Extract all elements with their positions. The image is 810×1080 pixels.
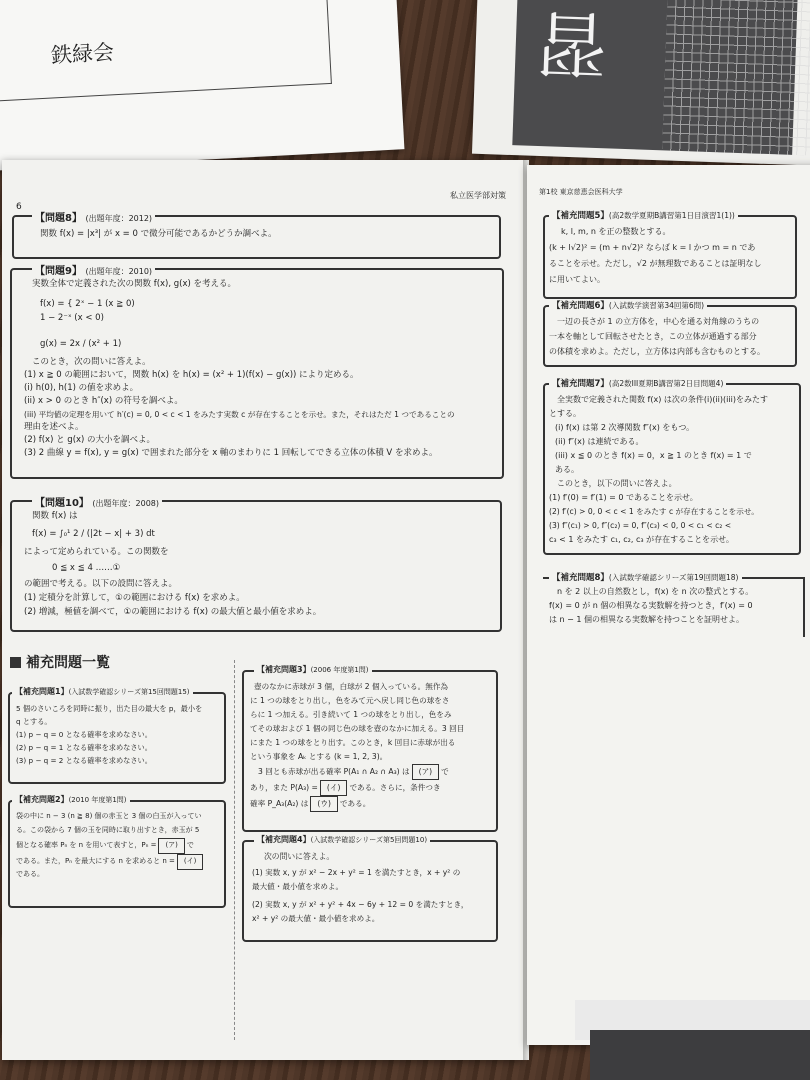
supplementary-4-line: (2) 実数 x, y が x² + y² + 4x − 6y + 12 = 0 を満たすとき， [252,900,469,909]
left-page [2,160,525,1060]
supplementary-5-line: k, l, m, n を正の整数とする。 [561,227,671,236]
booklet-title: 鉄緑会 [50,40,115,68]
problem-9-line: (ii) x > 0 のとき h″(x) の符号を調べよ。 [24,396,183,406]
supplementary-2-source: (2010 年度第1問) [68,796,127,804]
problem-8-header [32,209,155,224]
answer-blank: (ウ) [310,796,338,812]
problem-8-year: (出題年度：2012) [85,214,153,223]
problem-10-year: (出題年度：2008) [92,499,160,508]
supplementary-7-line: c₃ < 1 をみたす c₁, c₂, c₃ が存在することを示せ。 [549,535,734,544]
supplementary-4-line: 最大値・最小値を求めよ。 [252,882,344,891]
problem-9-line: (i) h(0), h(1) の値を求めよ。 [24,383,139,393]
supplementary-3-pa3-text: あり，また P(A₃) = [250,783,318,792]
book-glyph: 習 [534,0,610,87]
problem-9-line: このとき，次の問いに答えよ。 [32,357,151,367]
problem-9-line: (2) f(x) と g(x) の大小を調べよ。 [24,435,156,445]
booklet-frame [0,0,332,102]
supplementary-2-line: 袋の中に n − 3 (n ≧ 8) 個の赤玉と 3 個の白玉が入ってい [16,812,202,820]
supplementary-5-title: 【補充問題5】 [552,211,609,221]
supplementary-4-header [254,834,430,845]
supplementary-4-line: (1) 実数 x, y が x² − 2x + y² = 1 を満たすとき，x + y² の [252,868,461,877]
supplementary-5-source: (高2数学夏期B講習第1日目演習1(1)) [608,211,735,220]
supplementary-6-line: の体積を求めよ。ただし，立方体は内部も含むものとする。 [549,347,765,356]
supplementary-6-line: 一辺の長さが 1 の立方体を，中心を通る対角線のうちの [557,317,760,326]
supplementary-3-pa3-suffix: である。さらに，条件つき [349,783,441,792]
supplementary-3-line: に 1 つの球をとり出し，色をみて元へ戻し同じ色の球をさ [250,696,450,705]
supplementary-8-line: n を 2 以上の自然数とし，f(x) を n 次の整式とする。 [557,587,754,596]
supplementary-1-line: q とする。 [16,717,52,726]
supplementary-1-header [12,686,193,697]
supplementary-7-line: (2) f′(c) > 0, 0 < c < 1 をみたす c が存在することを示せ。 [549,507,759,516]
supplementary-3-line-prob [258,764,449,780]
problem-9-line: f(x) = { 2ˣ − 1 (x ≧ 0) [40,299,135,309]
answer-blank: (イ) [177,854,203,870]
supplementary-3-line: にまた 1 つの球をとり出す。このとき，k 回目に赤球が出る [250,738,456,747]
supplementary-8-source: (入試数学確認シリーズ第19回問題18) [608,573,739,582]
book-grid-paper [662,0,810,156]
problem-10-line: (1) 定積分を計算して，①の範囲における f(x) を求めよ。 [24,593,245,603]
problem-10-line: f(x) = ∫₀¹ 2 / (|2t − x| + 3) dt [32,529,155,539]
page-number: 6 [16,202,22,212]
answer-blank: (ア) [412,764,440,780]
problem-9-title: 【問題9】 [35,266,82,277]
supplementary-5-line: (k + l√2)² = (m + n√2)² ならば k = l かつ m = n であ [549,243,756,252]
top-right-book [472,0,810,166]
answer-blank: (イ) [320,780,348,796]
problem-9-line: (3) 2 曲線 y = f(x), y = g(x) で囲まれた部分を x 軸のまわりに 1 回転してできる立体の体積 V を求めよ。 [24,448,438,458]
supplementary-3-line-cond [250,796,370,812]
problem-9-line: 実数全体で定義された次の関数 f(x), g(x) を考える。 [32,279,237,289]
supplementary-6-source: (入試数学演習第34回第6問) [608,301,705,310]
problem-10-title: 【問題10】 [35,498,89,509]
supplementary-8-header [549,571,742,583]
supplementary-3-line-pa3 [250,780,441,796]
supplementary-7-line: 全実数で定義された関数 f(x) は次の条件(i)(ii)(iii)をみたす [557,395,768,404]
problem-10-line: 0 ≦ x ≦ 4 ……① [52,563,121,573]
supplementary-6-header [549,299,707,311]
booklet-cover [0,0,404,171]
supplementary-3-cond-suffix: である。 [339,799,371,808]
supplementary-5-line: ることを示せ。ただし，√2 が無理数であることは証明なし [549,259,762,268]
supplementary-8-title: 【補充問題8】 [552,573,609,583]
supplementary-1-line: 5 個のさいころを同時に振り，出た目の最大を p，最小を [16,704,203,713]
supplementary-1-title: 【補充問題1】 [15,687,69,696]
problem-10-line: 関数 f(x) は [32,511,78,521]
supplementary-7-title: 【補充問題7】 [552,379,609,389]
supplementary-3-line: という事象を Aₖ とする (k = 1, 2, 3)。 [250,752,388,761]
answer-blank: (ア) [158,838,184,854]
supplementary-2-line-pn [16,838,194,854]
supplementary-6-line: 一本を軸として回転させたとき，この立体が通過する部分 [549,332,757,341]
section-square-icon [10,657,21,668]
supplementary-3-blank-suffix: で [441,767,449,776]
supplementary-2-header [12,794,130,805]
problem-9-year: (出題年度：2010) [85,267,153,276]
supplementary-3-cond-text: 確率 P_A₃(A₂) は [250,799,309,808]
column-divider [234,660,235,1040]
supplementary-4-line: x² + y² の最大値・最小値を求めよ。 [252,914,380,923]
supplementary-section-label: 補充問題一覧 [26,655,110,671]
problem-9-line: g(x) = 2x / (x² + 1) [40,339,122,349]
supplementary-3-source: (2006 年度第1問) [310,666,369,674]
supplementary-3-prob-text: 3 回とも赤球が出る確率 P(A₁ ∩ A₂ ∩ A₃) は [258,767,410,776]
supplementary-4-source: (入試数学確認シリーズ第5回問題10) [310,836,428,844]
running-header: 私立医学部対策 [450,191,506,200]
supplementary-5-header [549,209,738,221]
supplementary-1-line: (2) p − q = 1 となる確率を求めなさい。 [16,743,152,752]
supplementary-7-line: ある。 [555,465,579,474]
supplementary-6-title: 【補充問題6】 [552,301,609,311]
supplementary-7-line: このとき，以下の問いに答えよ。 [557,479,677,488]
supplementary-7-line: (1) f′(0) = f′(1) = 0 であることを示せ。 [549,493,698,502]
supplementary-7-line: (i) f(x) は第 2 次導関数 f″(x) をもつ。 [555,423,695,432]
problem-9-line: 1 − 2⁻ˣ (x < 0) [40,313,104,323]
problem-10-line: の範囲で考える。以下の設問に答えよ。 [24,579,178,589]
supplementary-7-line: (iii) x ≦ 0 のとき f(x) = 0，x ≧ 1 のとき f(x) = 1 で [555,451,752,460]
supplementary-3-title: 【補充問題3】 [257,665,311,674]
supplementary-2-pn-text: 個となる確率 Pₙ を n を用いて表すと，Pₙ = [16,841,157,849]
problem-8-text: 関数 f(x) = |x³| が x = 0 で微分可能であるかどうか調べよ。 [40,229,277,239]
supplementary-section-title [10,652,110,672]
problem-9-header [32,262,155,277]
supplementary-1-source: (入試数学確認シリーズ第15回問題15) [68,688,190,696]
supplementary-8-line: は n − 1 個の相異なる実数解を持つことを証明せよ。 [549,615,745,624]
dark-book-corner [590,1030,810,1080]
supplementary-1-line: (3) p − q = 2 となる確率を求めなさい。 [16,756,152,765]
supplementary-5-line: に用いてよい。 [549,275,605,284]
supplementary-4-line: 次の問いに答えよ。 [264,852,335,861]
problem-8-title: 【問題8】 [35,213,82,224]
right-page-header: 第1校 東京慈恵会医科大学 [539,188,623,196]
supplementary-7-line: (3) f″(c₁) > 0, f″(c₂) = 0, f″(c₃) < 0, 0 < c₁ < c₂ < [549,521,732,530]
supplementary-7-line: (ii) f″(x) は連続である。 [555,437,644,446]
supplementary-3-header [254,664,372,675]
supplementary-2-title: 【補充問題2】 [15,795,69,804]
supplementary-7-source: (高2数III夏期B講習第2日目問題4) [608,379,724,388]
problem-9-line: (iii) 平均値の定理を用いて h′(c) = 0, 0 < c < 1 をみたす実数 c が存在することを示せ。また，それはただ 1 つであることの [24,410,455,419]
problem-10-header [32,494,162,509]
supplementary-2-n-text: である。また，Pₙ を最大にする n を求めると n = [16,857,175,865]
supplementary-2-line-n [16,854,205,870]
problem-9-line: 理由を述べよ。 [24,422,84,432]
supplementary-2-line: である。 [16,870,44,878]
problem-10-line: (2) 増減，極値を調べて，①の範囲における f(x) の最大値と最小値を求めよ。 [24,607,322,617]
supplementary-3-line: 壺のなかに赤球が 3 個，白球が 2 個入っている。無作為 [254,682,448,691]
supplementary-3-line: てその球および 1 個の同じ色の球を壺のなかに加える。3 回目 [250,724,465,733]
supplementary-7-line: とする。 [549,409,581,418]
supplementary-8-line: f(x) = 0 が n 個の相異なる実数解を持つとき，f′(x) = 0 [549,601,753,610]
problem-9-line: (1) x ≧ 0 の範囲において，関数 h(x) を h(x) = (x² + 1)(f(x) − g(x)) により定める。 [24,370,359,380]
supplementary-1-line: (1) p − q = 0 となる確率を求めなさい。 [16,730,152,739]
problem-10-line: によって定められている。この関数を [24,547,169,557]
supplementary-2-line: る。この袋から 7 個の玉を同時に取り出すとき，赤玉が 5 [16,826,200,834]
supplementary-7-header [549,377,726,389]
right-page [527,165,810,1045]
supplementary-4-title: 【補充問題4】 [257,835,311,844]
supplementary-3-line: らに 1 つ加える。引き続いて 1 つの球をとり出し，色をみ [250,710,452,719]
supplementary-2-blank-suffix: で [186,841,194,849]
